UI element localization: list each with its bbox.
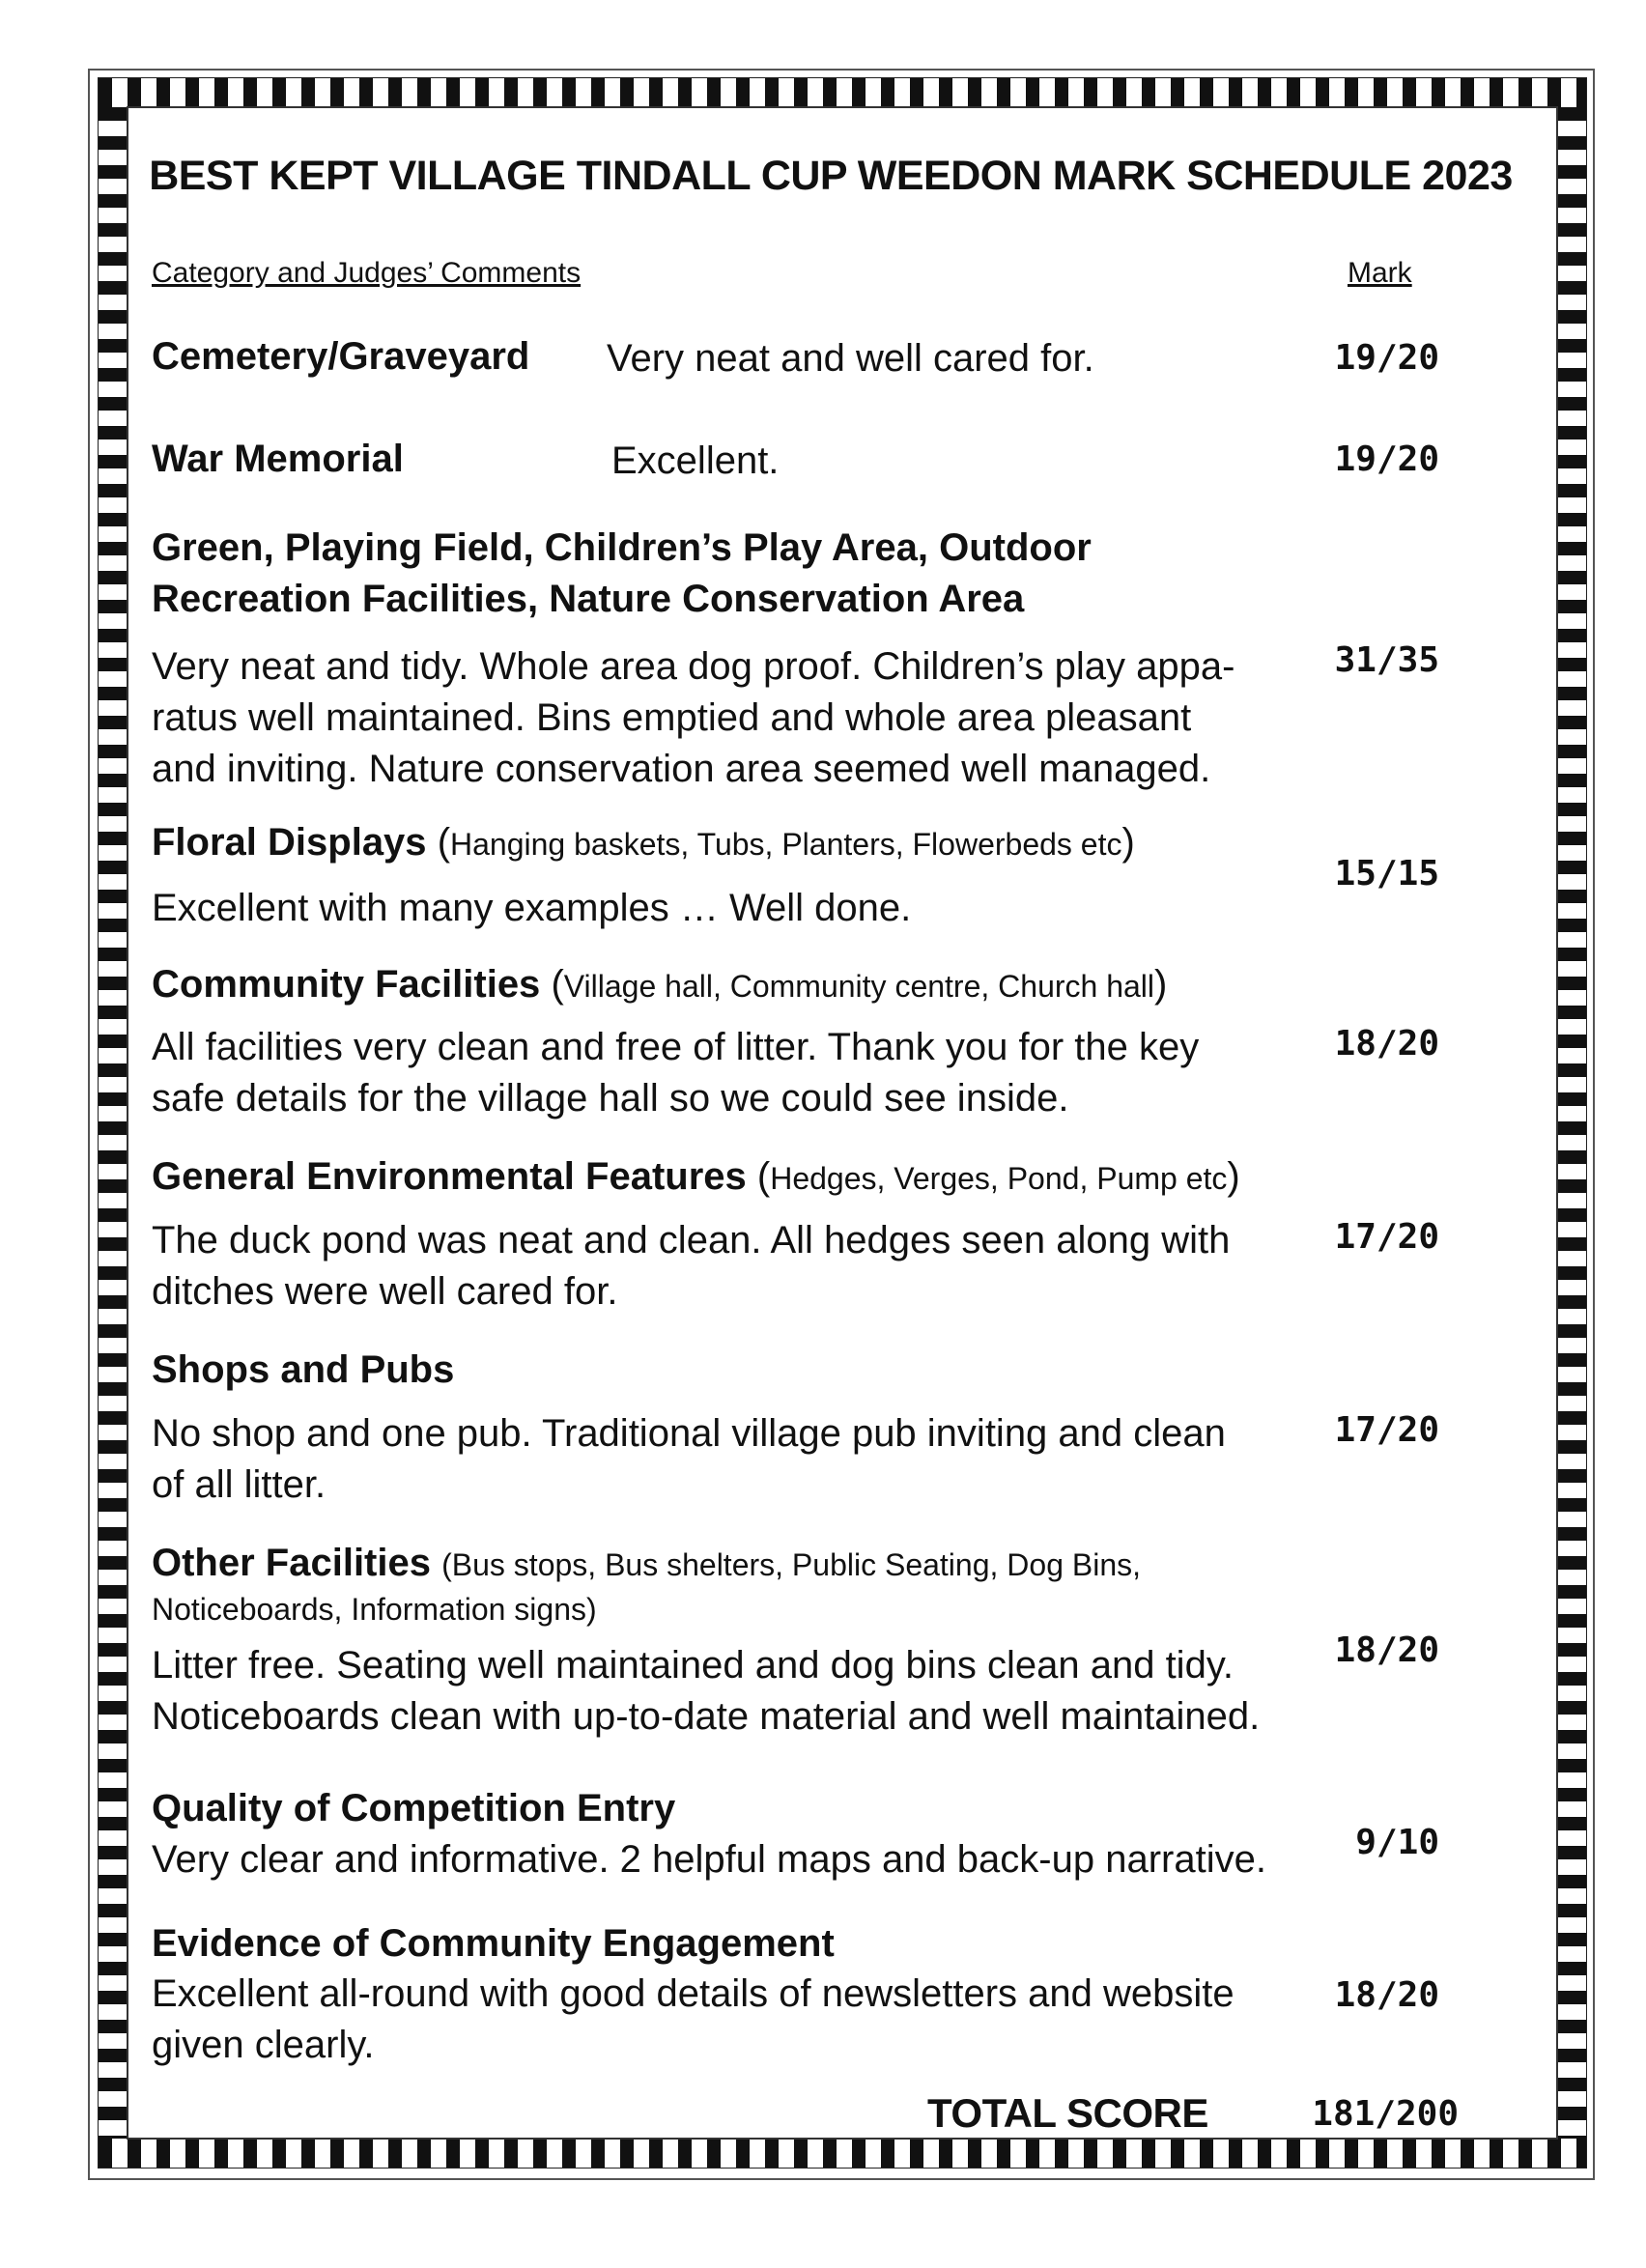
category-war-memorial: War Memorial (152, 438, 404, 480)
category-community-facilities (152, 963, 1167, 1006)
comment-war-memorial: Excellent. (611, 439, 780, 482)
category-community-engagement: Evidence of Community Engagement (152, 1922, 835, 1965)
comment-line: of all litter. (152, 1463, 326, 1506)
comment-line: No shop and one pub. Traditional village pub inviting and clean (152, 1412, 1226, 1455)
comment-line: All facilities very clean and free of litter. Thank you for the key (152, 1026, 1200, 1068)
mark-community-facilities: 18/20 (1334, 1024, 1439, 1063)
category-title: Community Facilities (152, 963, 541, 1006)
total-score-label: TOTAL SCORE (927, 2090, 1208, 2136)
comment-cemetery: Very neat and well cared for. (607, 337, 1094, 380)
category-green-line1: Green, Playing Field, Children’s Play Area, Outdoor (152, 526, 1092, 569)
comment-line: Very neat and tidy. Whole area dog proof. Children’s play appa- (152, 645, 1235, 688)
mark-war-memorial: 19/20 (1334, 439, 1439, 479)
document-title: BEST KEPT VILLAGE TINDALL CUP WEEDON MARK SCHEDULE 2023 (149, 153, 1513, 199)
open-paren: ( (756, 1155, 771, 1198)
category-title: Other Facilities (152, 1542, 431, 1584)
close-paren: ) (1227, 1155, 1240, 1198)
category-title: General Environmental Features (152, 1155, 747, 1198)
category-title: Floral Displays (152, 821, 427, 864)
total-score-value: 181/200 (1312, 2094, 1459, 2134)
category-note: Hanging baskets, Tubs, Planters, Flowerbeds etc (450, 827, 1122, 862)
open-paren: ( (551, 963, 564, 1006)
comment-line: and inviting. Nature conservation area seemed well managed. (152, 748, 1211, 790)
category-floral (152, 821, 1135, 865)
category-note-line2: Noticeboards, Information signs) (152, 1592, 597, 1627)
close-paren: ) (1121, 821, 1135, 864)
category-shops-pubs: Shops and Pubs (152, 1348, 455, 1391)
mark-floral: 15/15 (1334, 854, 1439, 893)
category-environmental (152, 1155, 1240, 1199)
comment-environmental (152, 1215, 1230, 1318)
comment-shops-pubs (152, 1408, 1226, 1511)
comment-line: Noticeboards clean with up-to-date material and well maintained. (152, 1695, 1261, 1738)
mark-column-header: Mark (1348, 257, 1412, 289)
comment-line: Very clear and informative. 2 helpful maps and back-up narrative. (152, 1838, 1266, 1881)
mark-shops-pubs: 17/20 (1334, 1410, 1439, 1450)
comment-line: given clearly. (152, 2024, 375, 2066)
comment-line: ratus well maintained. Bins emptied and whole area pleasant (152, 696, 1192, 739)
mark-community-engagement: 18/20 (1334, 1975, 1439, 2015)
mark-other-facilities: 18/20 (1334, 1630, 1439, 1670)
category-note: Hedges, Verges, Pond, Pump etc (770, 1161, 1228, 1196)
mark-green: 31/35 (1334, 640, 1439, 680)
comment-line: Litter free. Seating well maintained and dog bins clean and tidy. (152, 1644, 1234, 1687)
comment-floral (152, 883, 911, 934)
category-note: (Bus stops, Bus shelters, Public Seating, Dog Bins, (441, 1547, 1142, 1582)
category-column-header: Category and Judges’ Comments (152, 257, 582, 289)
close-paren: ) (1154, 963, 1168, 1006)
comment-line: safe details for the village hall so we could see inside. (152, 1077, 1069, 1120)
comment-line: ditches were well cared for. (152, 1270, 618, 1313)
comment-line: The duck pond was neat and clean. All hedges seen along with (152, 1219, 1231, 1262)
comment-other-facilities (152, 1640, 1260, 1743)
comment-community-facilities (152, 1022, 1199, 1124)
mark-cemetery: 19/20 (1334, 338, 1439, 378)
category-competition-entry: Quality of Competition Entry (152, 1787, 676, 1829)
comment-green (152, 641, 1234, 795)
comment-competition-entry (152, 1834, 1266, 1885)
category-note: Village hall, Community centre, Church hall (563, 969, 1155, 1004)
comment-line: Excellent with many examples … Well done. (152, 887, 912, 929)
mark-competition-entry: 9/10 (1355, 1823, 1439, 1862)
open-paren: ( (437, 821, 451, 864)
comment-community-engagement (152, 1969, 1234, 2071)
category-other-facilities (152, 1542, 1141, 1585)
mark-environmental: 17/20 (1334, 1217, 1439, 1257)
category-green-line2: Recreation Facilities, Nature Conservation Area (152, 578, 1025, 620)
category-cemetery: Cemetery/Graveyard (152, 335, 530, 378)
comment-line: Excellent all-round with good details of newsletters and website (152, 1972, 1234, 2015)
